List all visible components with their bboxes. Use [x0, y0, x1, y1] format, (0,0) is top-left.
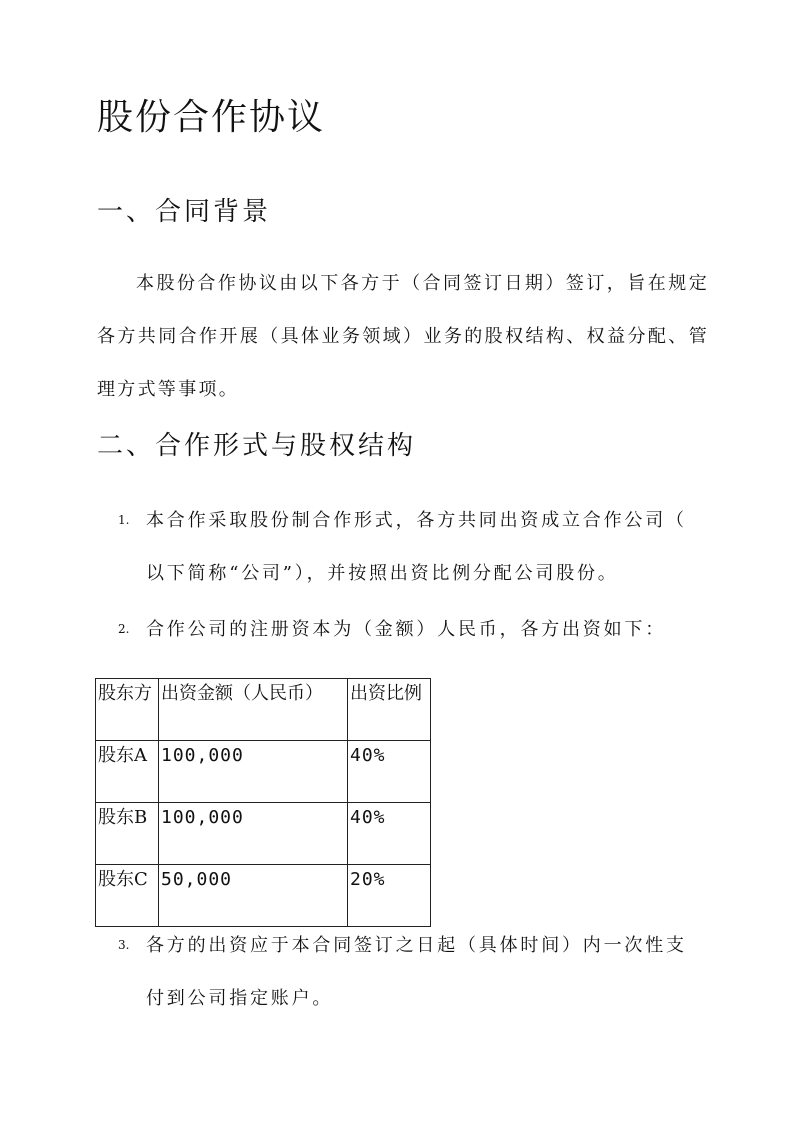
- list-item-line: 合作公司的注册资本为（金额）人民币，各方出资如下：: [146, 619, 666, 640]
- list-item-line: 以下简称“公司”），并按照出资比例分配公司股份。: [146, 563, 619, 584]
- cell-shareholder: 股东C: [96, 865, 159, 927]
- table-header-row: [96, 679, 431, 741]
- background-paragraph: 本股份合作协议由以下各方于（合同签订日期）签订，旨在规定各方共同合作开展（具体业务领域）业务的股权结构、权益分配、管理方式等事项。: [97, 273, 709, 400]
- cell-ratio: 20%: [348, 865, 431, 927]
- table-row: [96, 803, 431, 865]
- list-item-text: [146, 494, 698, 600]
- table-row: [96, 865, 431, 927]
- section-heading-background: 一、合同背景: [97, 197, 272, 227]
- cell-shareholder: 股东A: [96, 741, 159, 803]
- section-heading-structure: 二、合作形式与股权结构: [97, 431, 417, 461]
- cell-ratio: 40%: [348, 803, 431, 865]
- list-item-text: [146, 603, 698, 656]
- capital-contribution-table: [95, 678, 431, 927]
- list-number: 1.: [118, 513, 130, 527]
- header-shareholder: 股东方: [96, 679, 159, 741]
- cell-amount: 100,000: [159, 741, 348, 803]
- list-item-line: 各方的出资应于本合同签订之日起（具体时间）内一次性支: [146, 935, 687, 956]
- header-amount: 出资金额（人民币）: [159, 679, 348, 741]
- list-item-line: 付到公司指定账户。: [146, 988, 334, 1009]
- list-item: [118, 494, 698, 600]
- cell-shareholder: 股东B: [96, 803, 159, 865]
- list-item-text: [146, 919, 698, 1025]
- cell-amount: 100,000: [159, 803, 348, 865]
- list-number: 2.: [118, 622, 130, 636]
- list-number: 3.: [118, 938, 130, 952]
- table-row: [96, 741, 431, 803]
- list-item: [118, 919, 698, 1025]
- document-title: 股份合作协议: [97, 97, 326, 138]
- list-item: [118, 603, 698, 656]
- header-ratio: 出资比例: [348, 679, 431, 741]
- cell-amount: 50,000: [159, 865, 348, 927]
- list-item-line: 本合作采取股份制合作形式，各方共同出资成立合作公司（: [146, 510, 687, 531]
- cell-ratio: 40%: [348, 741, 431, 803]
